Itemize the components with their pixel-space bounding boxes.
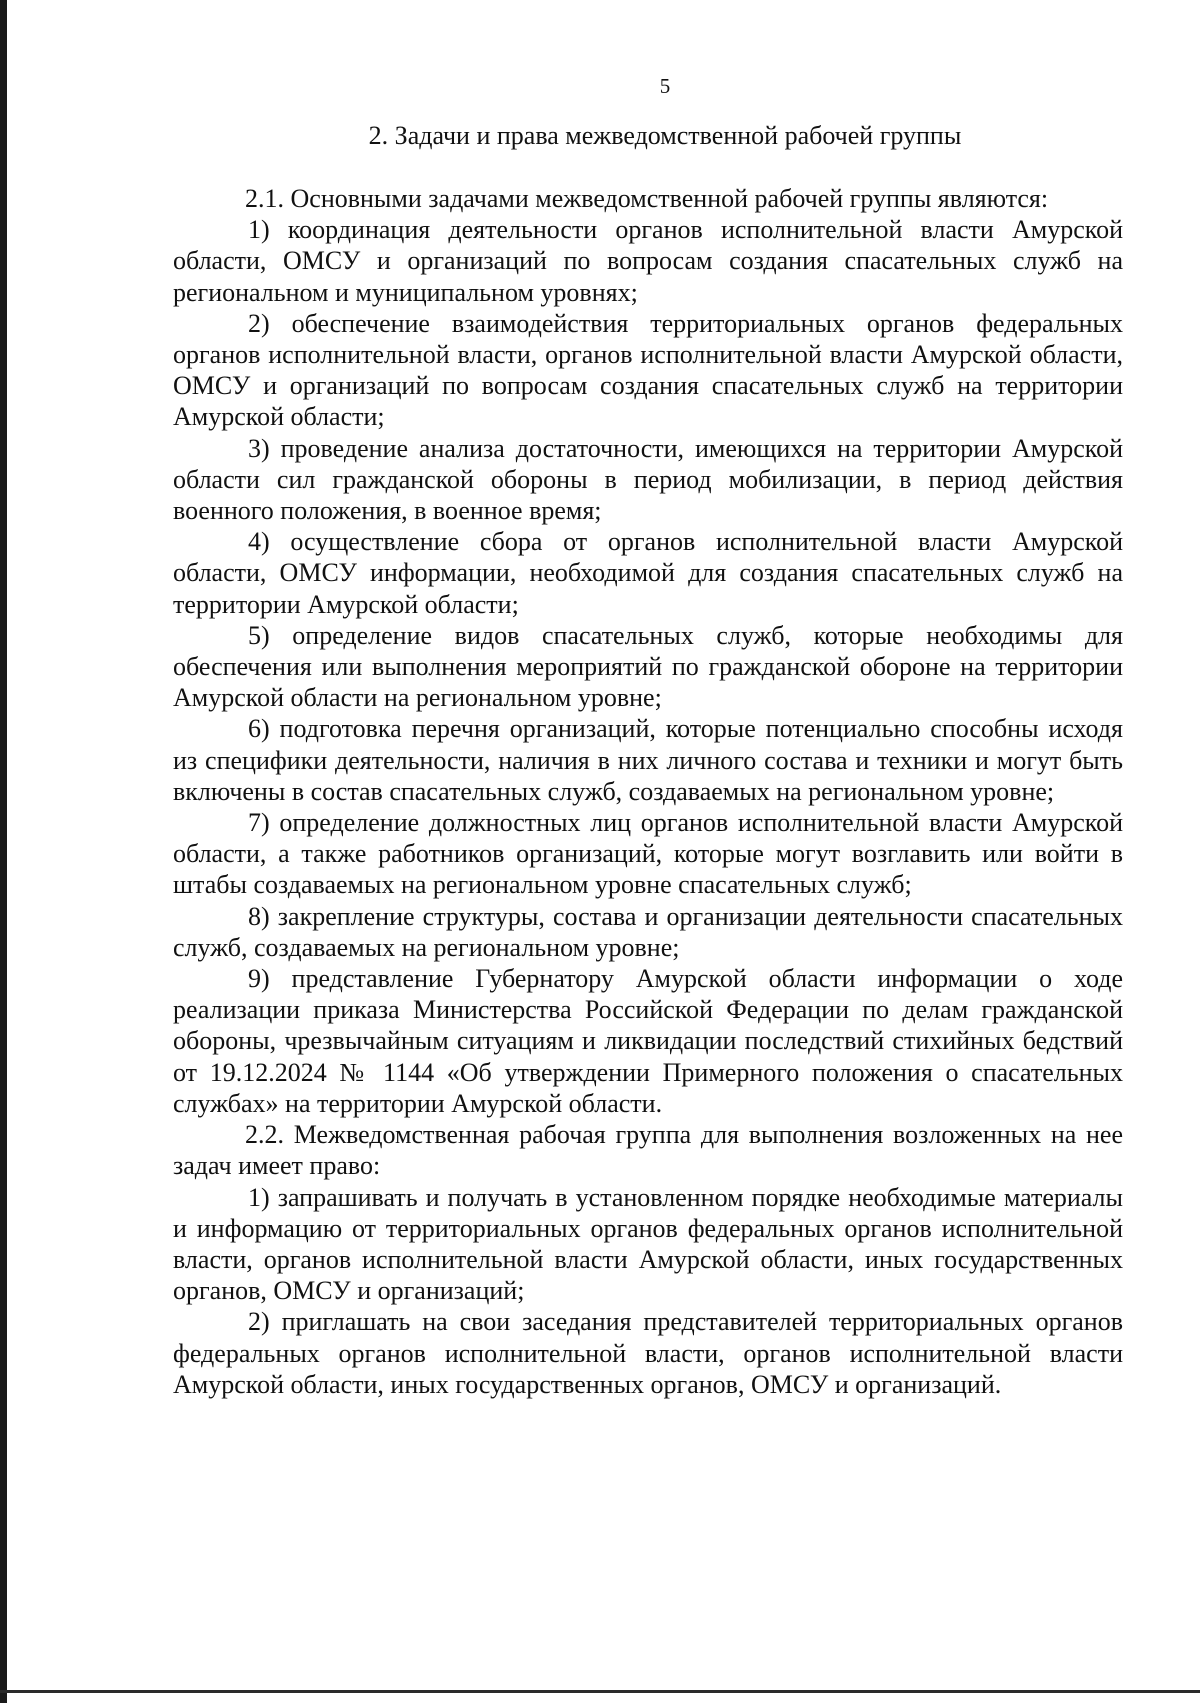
page-number: 5	[659, 74, 671, 98]
task-item-8: 8) закрепление структуры, состава и организации деятельности спасательных служб, создаваемых на региональном уровне;	[173, 901, 1123, 962]
task-item-4: 4) осуществление сбора от органов исполнительной власти Амурской области, ОМСУ информации, необходимой для создания спасательных служб на территории Амурской области;	[173, 527, 1123, 619]
section-title: 2. Задачи и права межведомственной рабочей группы	[368, 121, 962, 150]
paragraph-2-1: 2.1. Основными задачами межведомственной рабочей группы являются:	[245, 184, 1049, 213]
right-item-2: 2) приглашать на свои заседания представителей территориальных органов федеральных органов исполнительной власти, органов исполнительной власти Амурской области, иных государственных органов, ОМСУ и организаций.	[173, 1307, 1123, 1399]
task-item-2: 2) обеспечение взаимодействия территориальных органов федеральных органов исполнительной власти, органов исполнительной власти Амурской области, ОМСУ и организаций по вопросам создания спасательных служб на территории Амурской области;	[173, 308, 1123, 432]
scan-left-edge	[0, 0, 7, 1703]
document-body	[173, 183, 1123, 1400]
paragraph-2-2: 2.2. Межведомственная рабочая группа для выполнения возложенных на нее задач имеет право:	[173, 1120, 1123, 1181]
task-item-9: 9) представление Губернатору Амурской области информации о ходе реализации приказа Министерства Российской Федерации по делам гражданской обороны, чрезвычайным ситуациям и ликвидации последствий стихийных бедствий от 19.12.2024 № 1144 «Об утверждении Примерного положения о спасательных службах» на территории Амурской области.	[173, 964, 1123, 1118]
task-item-1: 1) координация деятельности органов исполнительной власти Амурской области, ОМСУ и организаций по вопросам создания спасательных служб на региональном и муниципальном уровнях;	[173, 215, 1123, 307]
task-item-7: 7) определение должностных лиц органов исполнительной власти Амурской области, а также работников организаций, которые могут возглавить или войти в штабы создаваемых на региональном уровне спасательных служб;	[173, 808, 1123, 900]
right-item-1: 1) запрашивать и получать в установленном порядке необходимые материалы и информацию от территориальных органов федеральных органов исполнительной власти, органов исполнительной власти Амурской области, иных государственных органов, ОМСУ и организаций;	[173, 1182, 1123, 1306]
task-item-5: 5) определение видов спасательных служб, которые необходимы для обеспечения или выполнения мероприятий по гражданской обороне на территории Амурской области на региональном уровне;	[173, 620, 1123, 713]
scan-bottom-edge	[0, 1690, 1200, 1693]
task-item-3: 3) проведение анализа достаточности, имеющихся на территории Амурской области сил гражданской обороны в период мобилизации, в период действия военного положения, в военное время;	[173, 433, 1123, 526]
task-item-6: 6) подготовка перечня организаций, которые потенциально способны исходя из специфики деятельности, наличия в них личного состава и техники и могут быть включены в состав спасательных служб, создаваемых на региональном уровне;	[173, 714, 1123, 806]
